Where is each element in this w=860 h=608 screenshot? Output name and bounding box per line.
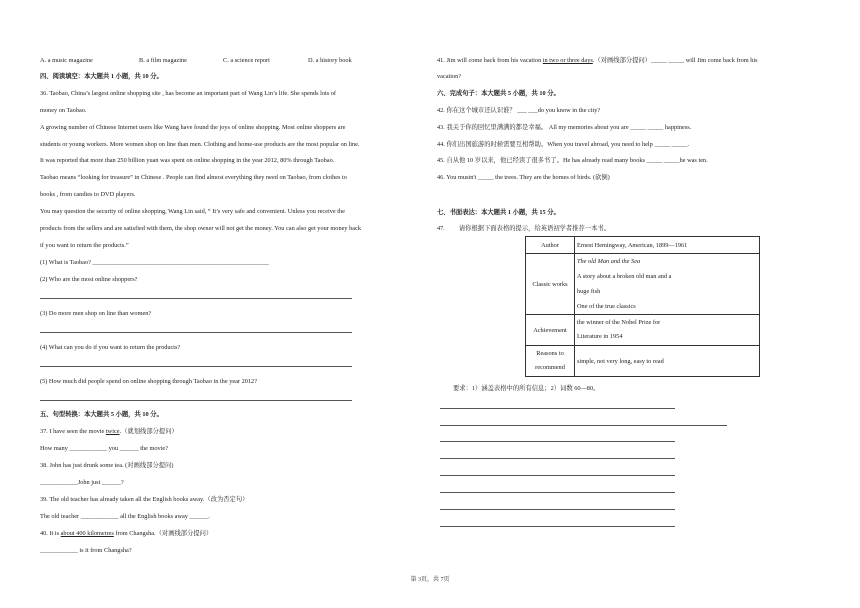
passage-line: It was reported that more than 250 billion yuan was spent on online shopping in the year 2012, 80% through Taobao. xyxy=(40,157,335,164)
option-d: D. a history book xyxy=(308,57,352,64)
passage-line: A growing number of Chinese Internet users like Wang have found the joys of online shopping. Most online shoppers are xyxy=(40,124,346,131)
question-43: 43. 我关于你的回忆里满满的都是幸福。 All my memories about you are _____ _____ happiness. xyxy=(437,124,692,131)
question-47-number: 47. xyxy=(437,225,445,232)
question-39-answer: The old teacher ____________ all the English books away ______. xyxy=(40,513,210,520)
writing-line[interactable] xyxy=(440,425,727,426)
passage-line: if you want to return the products.” xyxy=(40,242,129,249)
question-5: (5) How much did people spend on online shopping through Taobao in the year 2012? xyxy=(40,378,257,385)
section-7-title: 七、书面表达：本大题共 1 小题，共 15 分。 xyxy=(437,209,560,216)
table-row xyxy=(526,237,760,254)
question-41-instruction: .（对画线部分提问）_____ _____ will Jim come back from his xyxy=(592,57,758,64)
question-4: (4) What can you do if you want to return the products? xyxy=(40,344,181,351)
book-title: The old Man and the Sea xyxy=(577,258,641,265)
option-c: C. a science report xyxy=(223,57,270,64)
question-46: 46. You mustn't _____ the trees. They are the homes of birds. (砍倒) xyxy=(437,174,610,181)
book-description: A story about a broken old man and a xyxy=(577,273,672,280)
writing-requirement: 要求：1）涵盖表格中的所有信息；2）词数 60—80。 xyxy=(453,385,600,392)
question-1: (1) What is Taobao? ________________________________________________________ xyxy=(40,259,269,266)
question-47 xyxy=(437,225,610,233)
writing-line[interactable] xyxy=(440,509,675,510)
writing-line[interactable] xyxy=(440,458,675,459)
writing-line[interactable] xyxy=(440,475,675,476)
table-value-author: Ernest Hemingway, American, 1899—1961 xyxy=(575,237,760,254)
passage-line: students or young workers. More women shop on line than men. Clothing and home-use products are the most popular on line. xyxy=(40,141,360,148)
question-2: (2) Who are the most online shoppers? xyxy=(40,276,138,283)
underlined-phrase: twice xyxy=(105,428,120,435)
question-41-continued: vacation? xyxy=(437,73,462,80)
underlined-phrase: about 400 kilometres xyxy=(60,530,114,537)
section-6-title: 六、完成句子：本大题共 5 小题，共 10 分。 xyxy=(437,90,560,97)
question-38: 38. John has just drunk some tea. (对画线部分提问) xyxy=(40,462,174,469)
question-40-text: 40. It is xyxy=(40,530,61,537)
underlined-phrase: in two or three days xyxy=(542,57,593,64)
section-5-title: 五、句型转换：本大题共 5 小题，共 10 分。 xyxy=(40,411,163,418)
question-37 xyxy=(40,428,178,436)
book-description: huge fish xyxy=(577,288,601,295)
writing-line[interactable] xyxy=(440,441,675,442)
question-37-instruction: .（就划线部分提问） xyxy=(119,428,178,435)
question-40 xyxy=(40,530,212,538)
option-b: B. a film magazine xyxy=(139,57,187,64)
table-key-reasons: Reasons to recommend xyxy=(526,346,575,377)
writing-line[interactable] xyxy=(440,526,675,527)
question-3: (3) Do more men shop on line than women? xyxy=(40,310,152,317)
answer-line[interactable] xyxy=(40,298,352,299)
passage-line: money on Taobao. xyxy=(40,107,87,114)
table-row xyxy=(526,315,760,346)
question-40-instruction: from Changsha.（对画线部分提问） xyxy=(113,530,213,537)
achievement-line: the winner of the Nobel Prize for xyxy=(577,319,661,326)
table-key-achievement: Achievement xyxy=(526,315,575,346)
table-row xyxy=(526,346,760,377)
answer-line[interactable] xyxy=(40,400,352,401)
answer-options xyxy=(40,57,352,65)
question-39: 39. The old teacher has already taken all the English books away.（改为否定句） xyxy=(40,496,249,503)
passage-line: 36. Taobao, China’s largest online shopping site , has become an important part of Wang Lin’s life. She spends lots of xyxy=(40,90,337,97)
passage-line: books , from candies to DVD players. xyxy=(40,191,136,198)
question-45: 45. 自从他 10 岁以来，他已经读了很多书了。He has already read many books _____ _____he was ten. xyxy=(437,157,708,164)
question-40-answer: ____________ is it from Changsha? xyxy=(40,547,132,554)
question-42: 42. 你在这个城市还认识谁？ ___ ___do you know in the city? xyxy=(437,107,601,114)
question-44: 44. 你们出国旅游的时候需要互相帮助。When you travel abroad, you need to help _____ _____. xyxy=(437,141,690,148)
question-38-answer: ____________John just ______? xyxy=(40,479,124,486)
writing-line[interactable] xyxy=(440,408,675,409)
passage-line: Taobao means “looking for treasure” in Chinese . People can find almost everything they need on Taobao, from clothes to xyxy=(40,174,347,181)
table-value-reasons: simple, not very long, easy to read xyxy=(575,346,760,377)
section-4-title: 四、阅读填空：本大题共 1 小题，共 10 分。 xyxy=(40,73,163,80)
question-41-text: 41. Jim will come back from his vacation xyxy=(437,57,543,64)
answer-line[interactable] xyxy=(40,366,352,367)
table-key-classic-works xyxy=(526,254,575,315)
passage-line: You may question the security of online shopping, Wang Lin said, “ It’s very safe and convenient. Unless you receive the xyxy=(40,208,345,215)
writing-line[interactable] xyxy=(440,492,675,493)
table-value-achievement xyxy=(575,315,760,346)
question-41 xyxy=(437,57,758,65)
question-37-answer: How many ____________ you ______ the movie? xyxy=(40,445,169,452)
table-row xyxy=(526,254,760,315)
book-description: One of the true classics xyxy=(577,303,636,310)
book-info-table xyxy=(525,236,760,377)
table-value-classic-works xyxy=(575,254,760,315)
table-key-label: Classic works xyxy=(532,280,568,288)
option-a: A. a music magazine xyxy=(40,57,93,64)
answer-line[interactable] xyxy=(40,332,352,333)
question-47-text: 请你根据下面表格的提示，给英语初学者推荐一本书。 xyxy=(458,225,610,232)
achievement-line: Literature in 1954 xyxy=(577,333,623,340)
table-key-author: Author xyxy=(526,237,575,254)
page-number-footer: 第 3页，共 7页 xyxy=(410,577,450,583)
question-37-text: 37. I have seen the movie xyxy=(40,428,106,435)
passage-line: products from the sellers and are satisfied with them, the shop owner will not get the money. You can also get your money back xyxy=(40,225,362,232)
